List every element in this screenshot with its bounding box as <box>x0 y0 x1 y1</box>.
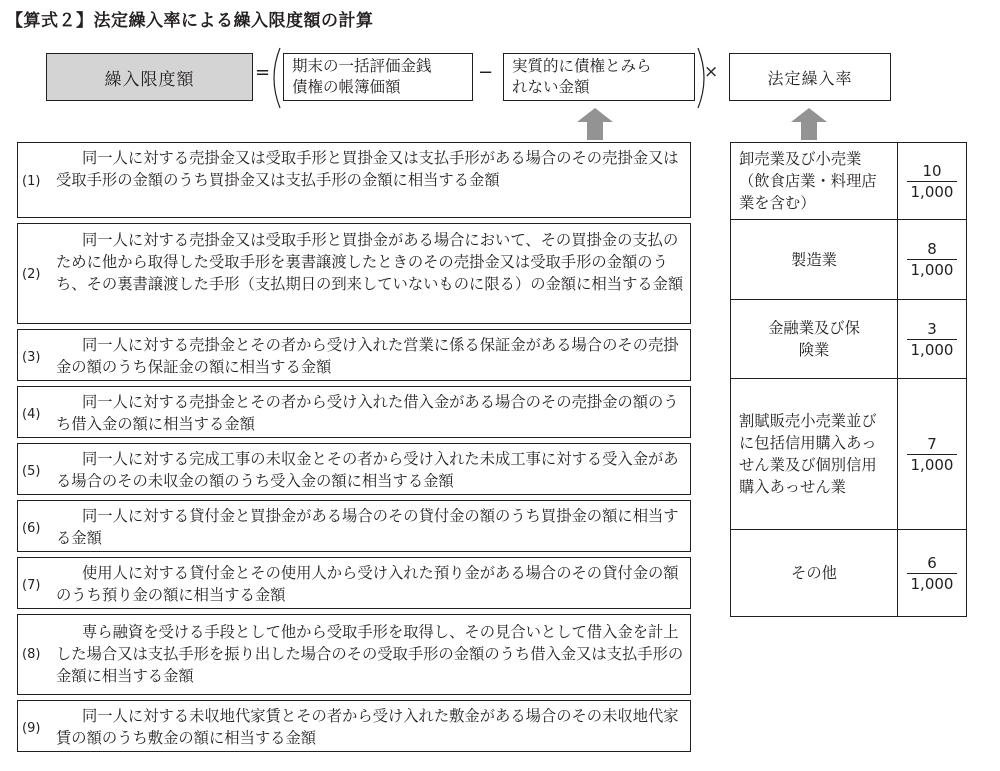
up-arrow-icon <box>791 108 827 140</box>
industry-cell: 製造業 <box>730 219 898 300</box>
limit-amount-box: 繰入限度額 <box>46 53 253 101</box>
list-item <box>17 443 691 495</box>
item-text: 同一人に対する完成工事の未収金とその者から受け入れた未成工事に対する受入金がある場合のその未収金の額のうち受入金の額に相当する金額 <box>56 450 679 490</box>
item-number: (7) <box>22 578 41 593</box>
item-text: 同一人に対する売掛金とその者から受け入れた借入金がある場合のその売掛金の額のうち借入金の額に相当する金額 <box>56 393 679 433</box>
item-number: (8) <box>22 647 41 662</box>
item-number: (5) <box>22 464 41 479</box>
non-receivable-amount-box <box>503 53 695 101</box>
item-text: 同一人に対する売掛金又は受取手形と買掛金がある場合において、その買掛金の支払のために他から取得した受取手形を裏書譲渡したときのその売掛金又は受取手形の金額のうち、その裏書譲渡した手形（支払期日の到来していないものに限る）の金額に相当する金額 <box>56 231 684 293</box>
page-title: 【算式２】法定繰入率による繰入限度額の計算 <box>6 11 374 31</box>
left-paren <box>268 46 282 110</box>
list-item <box>17 614 691 695</box>
non-receivable-line-2: れない金額 <box>512 78 590 96</box>
item-text: 使用人に対する貸付金とその使用人から受け入れた預り金がある場合のその貸付金の額のうち預り金の額に相当する金額 <box>56 564 679 604</box>
book-value-box <box>283 53 473 101</box>
item-number: (9) <box>22 721 41 736</box>
list-item <box>17 223 691 324</box>
rate-cell <box>897 142 967 220</box>
item-text: 同一人に対する未収地代家賃とその者から受け入れた敷金がある場合のその未収地代家賃の額のうち敷金の額に相当する金額 <box>56 707 679 747</box>
rate-numerator: 6 <box>927 553 937 572</box>
book-value-line-1: 期末の一括評価金銭 <box>292 57 432 75</box>
list-item <box>17 500 691 552</box>
rate-denominator: 1,000 <box>907 454 958 474</box>
list-item <box>17 386 691 438</box>
times-sign: × <box>704 62 719 82</box>
rate-numerator: 3 <box>927 319 937 338</box>
list-item <box>17 700 691 752</box>
rate-numerator: 7 <box>927 434 937 453</box>
statutory-rate-box: 法定繰入率 <box>729 53 891 101</box>
item-number: (2) <box>22 267 41 282</box>
rate-cell <box>897 529 967 617</box>
equals-sign: = <box>255 62 271 83</box>
rate-denominator: 1,000 <box>907 259 958 279</box>
item-number: (1) <box>22 174 41 189</box>
rate-cell <box>897 299 967 379</box>
rate-denominator: 1,000 <box>907 573 958 593</box>
minus-sign: − <box>478 62 494 83</box>
book-value-line-2: 債権の帳簿価額 <box>292 78 401 96</box>
rate-denominator: 1,000 <box>907 181 958 201</box>
industry-cell: 卸売業及び小売業（飲食店業・料理店業を含む） <box>730 142 898 220</box>
item-text: 同一人に対する売掛金又は受取手形と買掛金又は支払手形がある場合のその売掛金又は受取手形の金額のうち買掛金又は支払手形の金額に相当する金額 <box>56 149 679 189</box>
item-text: 同一人に対する売掛金とその者から受け入れた営業に係る保証金がある場合のその売掛金の額のうち保証金の額に相当する金額 <box>56 336 679 376</box>
up-arrow-icon <box>577 108 613 140</box>
item-number: (6) <box>22 521 41 536</box>
list-item <box>17 329 691 381</box>
rate-numerator: 10 <box>922 161 942 180</box>
item-number: (4) <box>22 407 41 422</box>
rate-cell <box>897 219 967 300</box>
item-text: 専ら融資を受ける手段として他から受取手形を取得し、その見合いとして借入金を計上した場合又は支払手形を振り出した場合のその受取手形の金額のうち借入金又は支払手形の金額に相当する金額 <box>56 623 684 685</box>
rate-denominator: 1,000 <box>907 339 958 359</box>
non-receivable-line-1: 実質的に債権とみら <box>512 57 652 75</box>
industry-cell: その他 <box>730 529 898 617</box>
item-text: 同一人に対する貸付金と買掛金がある場合のその貸付金の額のうち買掛金の額に相当する金額 <box>56 507 679 547</box>
item-number: (3) <box>22 350 41 365</box>
list-item <box>17 557 691 609</box>
industry-cell: 割賦販売小売業並びに包括信用購入あっせん業及び個別信用購入あっせん業 <box>730 378 898 530</box>
list-item <box>17 142 691 218</box>
industry-cell: 金融業及び保険業 <box>730 299 898 379</box>
rate-cell <box>897 378 967 530</box>
rate-numerator: 8 <box>927 240 937 258</box>
